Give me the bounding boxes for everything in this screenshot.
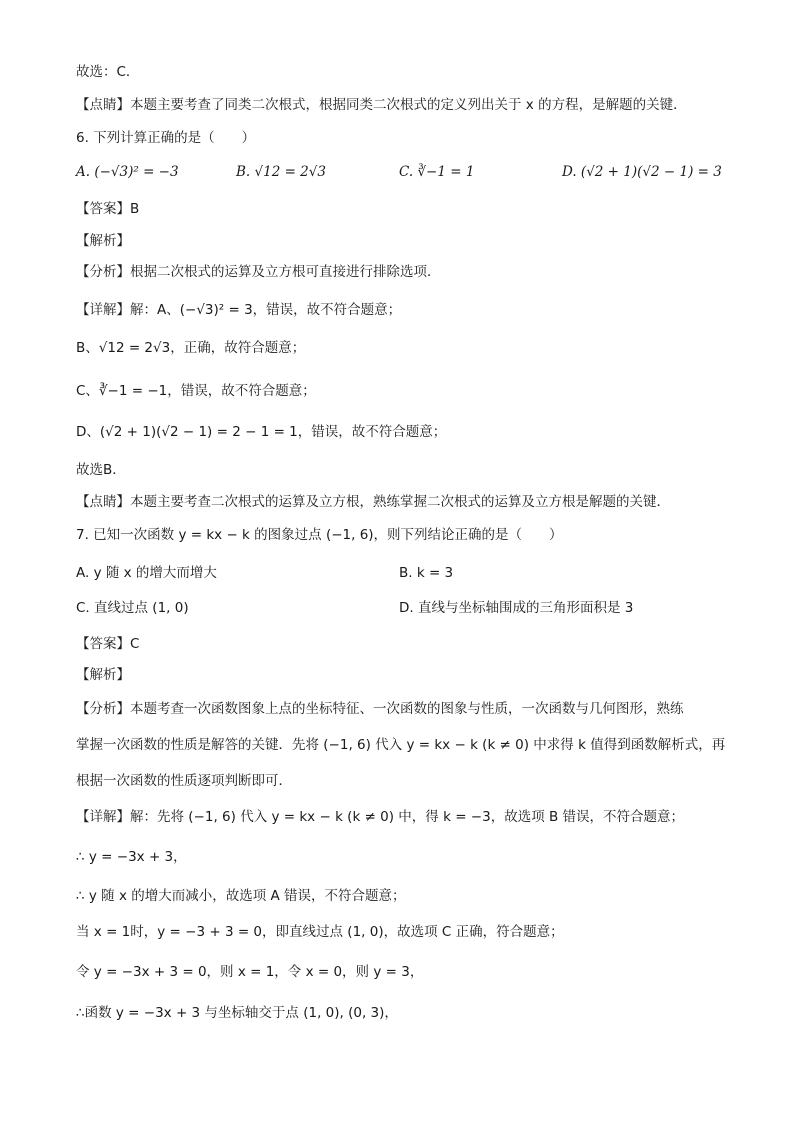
analysis-text: 掌握一次函数的性质是解答的关键．先将 (−1, 6) 代入 y = kx − k (k ≠ 0) 中求得 k 值得到函数解析式，再: [76, 737, 726, 753]
answer-label: 【答案】B: [76, 201, 140, 217]
detail-text: ∴函数 y = −3x + 3 与坐标轴交于点 (1, 0), (0, 3)，: [76, 1005, 398, 1021]
detail-text: 令 y = −3x + 3 = 0，则 x = 1，令 x = 0，则 y = 3，: [76, 964, 424, 980]
text-line: 【点睛】本题主要考查了同类二次根式，根据同类二次根式的定义列出关于 x 的方程，是解题的关键．: [76, 97, 687, 113]
analysis-text: 根据一次函数的性质逐项判断即可．: [76, 773, 292, 789]
detail-text: 当 x = 1时，y = −3 + 3 = 0，即直线过点 (1, 0)，故选项 C 正确，符合题意；: [76, 924, 564, 940]
answer-label: 【答案】C: [76, 636, 140, 652]
option-6c: C. ∛−1 = 1: [399, 164, 475, 180]
option-6b: B. √12 = 2√3: [236, 164, 326, 180]
option-7d: D. 直线与坐标轴围成的三角形面积是 3: [399, 600, 634, 616]
analysis-text: 【分析】根据二次根式的运算及立方根可直接进行排除选项．: [76, 264, 441, 280]
detail-text: 【详解】解：先将 (−1, 6) 代入 y = kx − k (k ≠ 0) 中，得 k = −3，故选项 B 错误，不符合题意；: [76, 809, 685, 825]
option-7c: C. 直线过点 (1, 0): [76, 600, 189, 616]
question-7-stem: 7. 已知一次函数 y = kx − k 的图象过点 (−1, 6)，则下列结论正确的是（ ）: [76, 527, 563, 543]
detail-text: 【详解】解：A、(−√3)² = 3，错误，故不符合题意；: [76, 302, 402, 318]
comment-text: 【点睛】本题主要考查二次根式的运算及立方根，熟练掌握二次根式的运算及立方根是解题的关键．: [76, 494, 670, 510]
option-6d: D. (√2 + 1)(√2 − 1) = 3: [562, 164, 722, 180]
choice-text: 故选B．: [76, 462, 126, 478]
detail-text: B、√12 = 2√3，正确，故符合题意；: [76, 340, 306, 356]
detail-text: ∴ y = −3x + 3，: [76, 849, 187, 865]
analysis-text: 【分析】本题考查一次函数图象上点的坐标特征、一次函数的图象与性质，一次函数与几何图形，熟练: [76, 701, 684, 717]
analysis-heading: 【解析】: [76, 233, 130, 249]
detail-text: C、∛−1 = −1，错误，故不符合题意；: [76, 383, 316, 399]
detail-text: D、(√2 + 1)(√2 − 1) = 2 − 1 = 1，错误，故不符合题意；: [76, 424, 447, 440]
option-6a: A. (−√3)² = −3: [76, 164, 179, 180]
option-7b: B. k = 3: [399, 565, 454, 581]
option-7a: A. y 随 x 的增大而增大: [76, 565, 217, 581]
question-6-stem: 6. 下列计算正确的是（ ）: [76, 130, 256, 146]
detail-text: ∴ y 随 x 的增大而减小，故选项 A 错误，不符合题意；: [76, 888, 406, 904]
analysis-heading: 【解析】: [76, 667, 130, 683]
text-line: 故选：C．: [76, 64, 140, 80]
